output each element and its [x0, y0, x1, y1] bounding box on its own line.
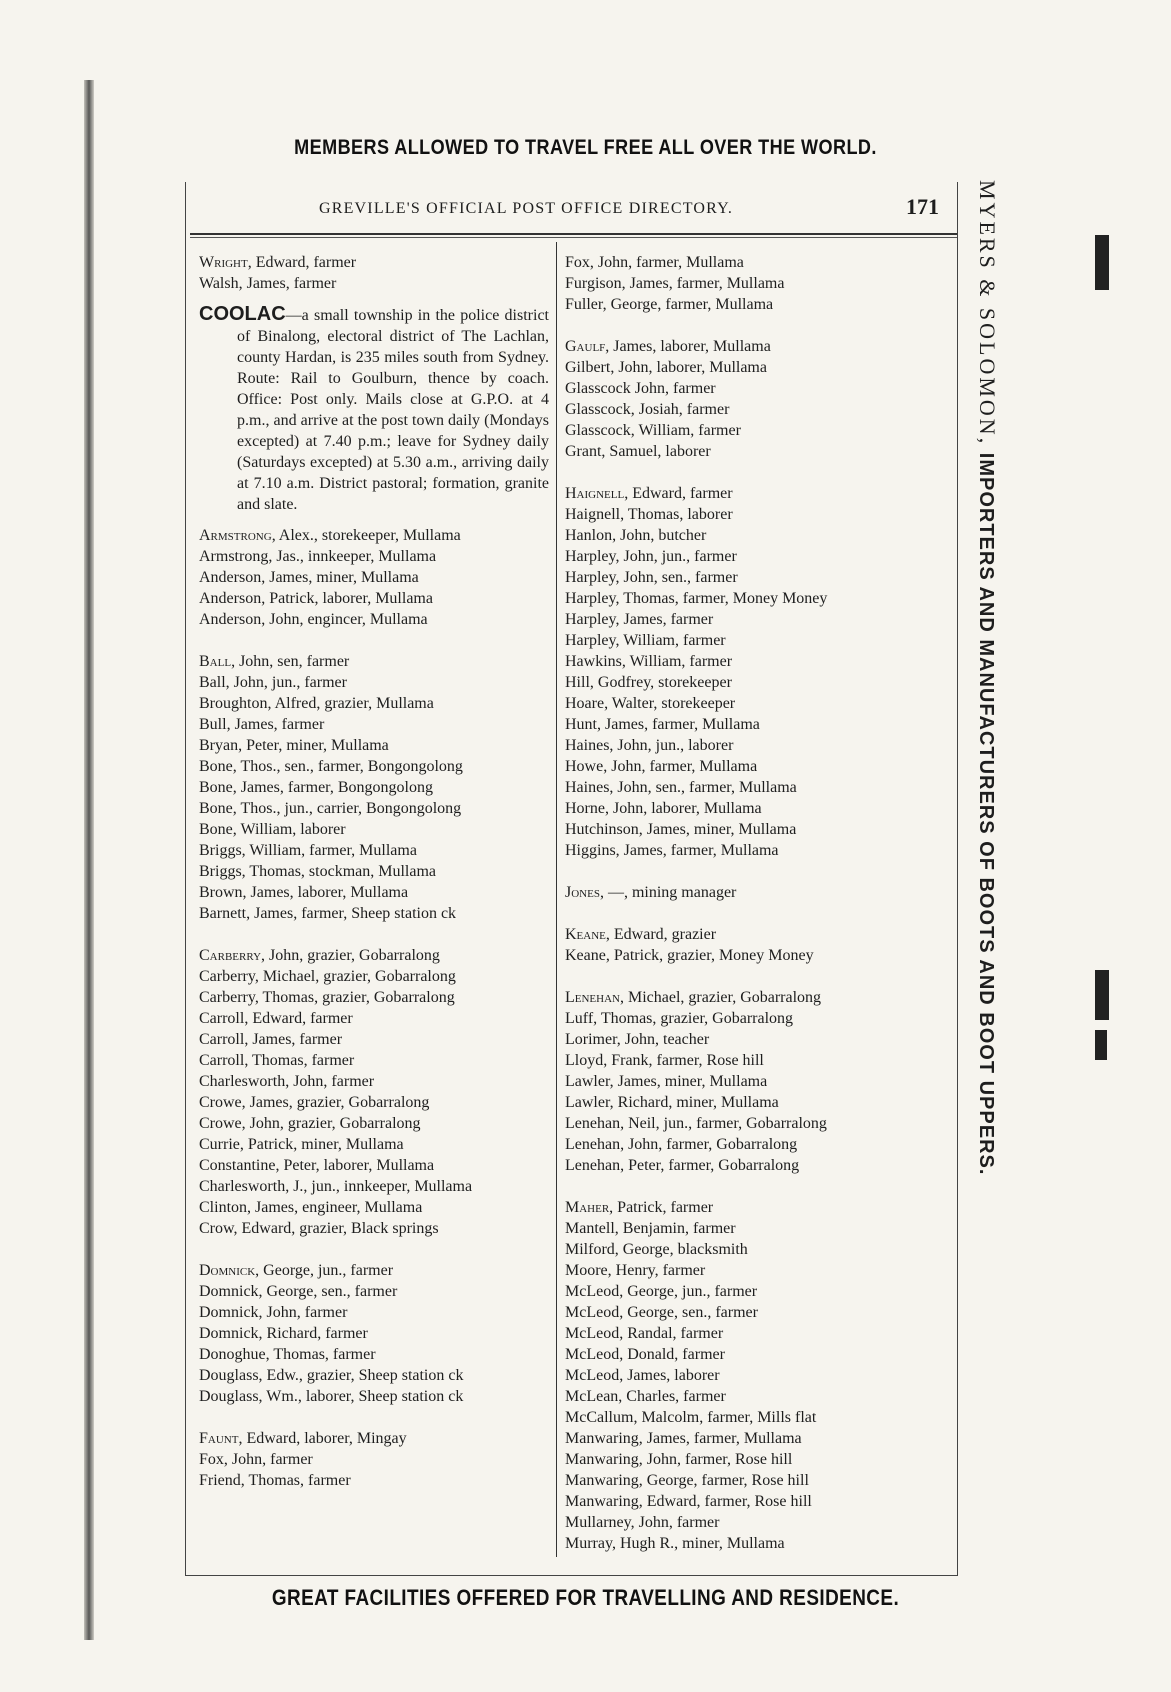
entry-details: Mullarney, John, farmer — [565, 1514, 720, 1531]
directory-entry — [565, 252, 945, 273]
directory-entry — [565, 441, 945, 462]
directory-entry — [199, 756, 549, 777]
entry-details: Anderson, Patrick, laborer, Mullama — [199, 590, 433, 607]
directory-entry — [199, 1155, 549, 1176]
page-header — [186, 194, 957, 228]
directory-entry — [565, 567, 945, 588]
directory-entry — [199, 1113, 549, 1134]
entry-details: Hawkins, William, farmer — [565, 653, 733, 670]
group-gap — [565, 903, 945, 924]
entry-details: Lloyd, Frank, farmer, Rose hill — [565, 1052, 764, 1069]
entry-details: Crow, Edward, grazier, Black springs — [199, 1220, 439, 1237]
directory-entry — [565, 1386, 945, 1407]
directory-entry — [199, 966, 549, 987]
directory-entry — [199, 777, 549, 798]
directory-entry — [199, 1134, 549, 1155]
directory-entry — [565, 588, 945, 609]
directory-entry — [565, 1449, 945, 1470]
entry-details: Bone, James, farmer, Bongongolong — [199, 779, 433, 796]
bottom-banner: GREAT FACILITIES OFFERED FOR TRAVELLING AND RESIDENCE. — [271, 1585, 900, 1610]
entry-details: , John, grazier, Gobarralong — [261, 947, 440, 964]
entry-group — [199, 1428, 549, 1491]
entry-details: Armstrong, Jas., innkeeper, Mullama — [199, 548, 437, 565]
entry-group — [199, 945, 549, 1239]
directory-entry — [565, 945, 945, 966]
directory-entry — [199, 798, 549, 819]
entry-details: Haignell, Thomas, laborer — [565, 506, 733, 523]
directory-entry — [199, 861, 549, 882]
entry-details: Walsh, James, farmer — [199, 275, 337, 292]
directory-entry — [565, 1344, 945, 1365]
right-column — [565, 252, 945, 1554]
entry-group — [565, 987, 945, 1176]
directory-entry — [565, 336, 945, 357]
entry-details: Clinton, James, engineer, Mullama — [199, 1199, 423, 1216]
entry-details: Glasscock, William, farmer — [565, 422, 741, 439]
directory-entry — [199, 840, 549, 861]
entry-details: McLeod, George, sen., farmer — [565, 1304, 758, 1321]
directory-entry — [199, 567, 549, 588]
column-divider — [556, 242, 557, 1557]
directory-entry — [199, 987, 549, 1008]
entry-surname: Armstrong — [199, 527, 272, 544]
entry-details: Gilbert, John, laborer, Mullama — [565, 359, 767, 376]
directory-entry — [199, 609, 549, 630]
group-gap — [199, 630, 549, 651]
entry-details: Bone, Thos., sen., farmer, Bongongolong — [199, 758, 463, 775]
directory-entry — [199, 273, 549, 294]
group-gap — [565, 315, 945, 336]
directory-entry — [199, 1092, 549, 1113]
directory-entry — [199, 1365, 549, 1386]
entry-surname: Domnick — [199, 1262, 256, 1279]
entry-details: Lorimer, John, teacher — [565, 1031, 710, 1048]
entry-details: Bone, Thos., jun., carrier, Bongongolong — [199, 800, 462, 817]
directory-entry — [565, 1302, 945, 1323]
entry-details: Carroll, James, farmer — [199, 1031, 343, 1048]
directory-entry — [565, 546, 945, 567]
directory-entry — [199, 588, 549, 609]
entry-details: Hill, Godfrey, storekeeper — [565, 674, 732, 691]
entry-details: Brown, James, laborer, Mullama — [199, 884, 409, 901]
directory-entry — [565, 1155, 945, 1176]
side-advertisement — [960, 180, 1000, 1570]
page-number: 171 — [906, 194, 939, 219]
entry-group — [565, 1197, 945, 1554]
directory-entry — [565, 798, 945, 819]
directory-entry — [199, 1281, 549, 1302]
group-gap — [565, 462, 945, 483]
directory-entry — [199, 945, 549, 966]
entry-group — [565, 483, 945, 861]
entry-details: , Patrick, farmer — [609, 1199, 714, 1216]
entry-details: Manwaring, John, farmer, Rose hill — [565, 1451, 793, 1468]
entry-details: Milford, George, blacksmith — [565, 1241, 748, 1258]
entry-details: Currie, Patrick, miner, Mullama — [199, 1136, 404, 1153]
directory-entry — [199, 819, 549, 840]
entry-details: Bull, James, farmer — [199, 716, 325, 733]
margin-mark-top — [1095, 235, 1109, 290]
directory-entry — [199, 1302, 549, 1323]
entry-details: Charlesworth, J., jun., innkeeper, Mullama — [199, 1178, 473, 1195]
entry-group — [565, 924, 945, 966]
directory-entry — [199, 546, 549, 567]
entry-details: Constantine, Peter, laborer, Mullama — [199, 1157, 435, 1174]
entry-surname: Lenehan — [565, 989, 620, 1006]
directory-entry — [199, 1449, 549, 1470]
margin-mark-middle — [1095, 970, 1109, 1020]
entry-details: Luff, Thomas, grazier, Gobarralong — [565, 1010, 794, 1027]
directory-entry — [199, 1197, 549, 1218]
group-gap — [199, 1407, 549, 1428]
entry-details: , Edward, grazier — [605, 926, 717, 943]
directory-entry — [199, 693, 549, 714]
directory-entry — [565, 1323, 945, 1344]
directory-entry — [565, 273, 945, 294]
entry-surname: Maher — [565, 1199, 610, 1216]
coolac-description — [199, 304, 549, 515]
directory-entry — [565, 756, 945, 777]
entry-surname: Haignell — [565, 485, 625, 502]
entry-details: Glasscock John, farmer — [565, 380, 716, 397]
directory-entry — [565, 399, 945, 420]
directory-entry — [565, 1008, 945, 1029]
top-banner: MEMBERS ALLOWED TO TRAVEL FREE ALL OVER THE WORLD. — [294, 136, 877, 159]
directory-entry — [565, 1092, 945, 1113]
directory-entry — [565, 630, 945, 651]
directory-entry — [199, 1176, 549, 1197]
entry-details: Hoare, Walter, storekeeper — [565, 695, 736, 712]
entry-details: Barnett, James, farmer, Sheep station ck — [199, 905, 457, 922]
directory-entry — [565, 1365, 945, 1386]
entry-surname: Faunt — [199, 1430, 239, 1447]
directory-entry — [565, 777, 945, 798]
directory-entry — [199, 903, 549, 924]
entry-group — [199, 1260, 549, 1407]
entry-details: , John, sen, farmer — [231, 653, 350, 670]
directory-entry — [565, 1407, 945, 1428]
directory-entry — [199, 1029, 549, 1050]
entry-details: Carberry, Thomas, grazier, Gobarralong — [199, 989, 455, 1006]
coolac-text — [199, 304, 549, 515]
left-entry-groups — [199, 525, 549, 1491]
group-gap — [199, 1239, 549, 1260]
entry-details: Crowe, James, grazier, Gobarralong — [199, 1094, 430, 1111]
binding-shadow — [84, 80, 94, 1640]
directory-entry — [199, 882, 549, 903]
entry-details: Anderson, James, miner, Mullama — [199, 569, 419, 586]
directory-entry — [565, 1491, 945, 1512]
entry-details: , James, laborer, Mullama — [605, 338, 771, 355]
entry-details: Haines, John, sen., farmer, Mullama — [565, 779, 797, 796]
directory-entry — [565, 1260, 945, 1281]
entry-surname: Keane — [565, 926, 606, 943]
entry-details: Mantell, Benjamin, farmer — [565, 1220, 736, 1237]
header-rule-thin — [190, 237, 957, 238]
directory-entry — [199, 714, 549, 735]
entry-details: Harpley, John, sen., farmer — [565, 569, 738, 586]
entry-details: Domnick, George, sen., farmer — [199, 1283, 398, 1300]
directory-entry — [199, 1218, 549, 1239]
directory-entry — [565, 525, 945, 546]
entry-details: Harpley, William, farmer — [565, 632, 726, 649]
directory-entry — [199, 1386, 549, 1407]
entry-details: Carroll, Edward, farmer — [199, 1010, 353, 1027]
entry-details: , Edward, farmer — [624, 485, 733, 502]
directory-entry — [199, 1050, 549, 1071]
entry-details: Furgison, James, farmer, Mullama — [565, 275, 785, 292]
directory-entry — [565, 1470, 945, 1491]
directory-entry — [565, 1533, 945, 1554]
group-gap — [565, 861, 945, 882]
entry-details: Anderson, John, engincer, Mullama — [199, 611, 428, 628]
directory-entry — [565, 1071, 945, 1092]
entry-details: Lenehan, Peter, farmer, Gobarralong — [565, 1157, 800, 1174]
directory-entry — [199, 1344, 549, 1365]
directory-entry — [199, 1470, 549, 1491]
entry-details: Keane, Patrick, grazier, Money Money — [565, 947, 814, 964]
entry-group — [565, 252, 945, 315]
directory-entry — [199, 1260, 549, 1281]
entry-details: Hutchinson, James, miner, Mullama — [565, 821, 797, 838]
entry-details: Glasscock, Josiah, farmer — [565, 401, 730, 418]
entry-details: Broughton, Alfred, grazier, Mullama — [199, 695, 434, 712]
entry-details: Domnick, Richard, farmer — [199, 1325, 368, 1342]
entry-details: Fox, John, farmer, Mullama — [565, 254, 744, 271]
entry-details: Grant, Samuel, laborer — [565, 443, 711, 460]
directory-entry — [565, 1113, 945, 1134]
directory-entry — [199, 1071, 549, 1092]
entry-details: Fuller, George, farmer, Mullama — [565, 296, 774, 313]
directory-entry — [565, 378, 945, 399]
header-title: GREVILLE'S OFFICIAL POST OFFICE DIRECTORY. — [318, 200, 734, 217]
entry-details: , Alex., storekeeper, Mullama — [271, 527, 461, 544]
directory-entry — [199, 672, 549, 693]
advert-company: MYERS & SOLOMON, — [975, 180, 1000, 447]
entry-details: , Edward, laborer, Mingay — [238, 1430, 407, 1447]
entry-details: Carberry, Michael, grazier, Gobarralong — [199, 968, 456, 985]
entry-details: McLean, Charles, farmer — [565, 1388, 726, 1405]
directory-entry — [565, 882, 945, 903]
entry-details: Domnick, John, farmer — [199, 1304, 348, 1321]
entry-details: Harpley, James, farmer — [565, 611, 714, 628]
entry-details: Lenehan, Neil, jun., farmer, Gobarralong — [565, 1115, 827, 1132]
entry-surname: Gaulf — [565, 338, 606, 355]
entry-details: Fox, John, farmer — [199, 1451, 313, 1468]
entry-details: McLeod, James, laborer — [565, 1367, 720, 1384]
entry-details: Donoghue, Thomas, farmer — [199, 1346, 376, 1363]
directory-entry — [565, 1197, 945, 1218]
entry-details: Bone, William, laborer — [199, 821, 346, 838]
entry-details: Lawler, Richard, miner, Mullama — [565, 1094, 779, 1111]
entry-details: Charlesworth, John, farmer — [199, 1073, 375, 1090]
entry-group — [565, 336, 945, 462]
group-gap — [565, 1176, 945, 1197]
entry-details: Lenehan, John, farmer, Gobarralong — [565, 1136, 798, 1153]
directory-entry — [199, 651, 549, 672]
entry-details: Hanlon, John, butcher — [565, 527, 707, 544]
header-rule — [190, 233, 957, 235]
entry-group — [199, 525, 549, 630]
entry-details: Douglass, Wm., laborer, Sheep station ck — [199, 1388, 464, 1405]
directory-page — [185, 182, 958, 1576]
directory-entry — [565, 609, 945, 630]
group-gap — [565, 966, 945, 987]
entry-group — [565, 882, 945, 903]
entry-details: Briggs, Thomas, stockman, Mullama — [199, 863, 437, 880]
entry-details: Bryan, Peter, miner, Mullama — [199, 737, 389, 754]
entry-details: Haines, John, jun., laborer — [565, 737, 734, 754]
directory-entry — [565, 693, 945, 714]
margin-mark-lower — [1095, 1030, 1107, 1060]
group-gap — [199, 924, 549, 945]
entry-details: , George, jun., farmer — [255, 1262, 394, 1279]
entry-details: Manwaring, James, farmer, Mullama — [565, 1430, 802, 1447]
place-name: COOLAC — [199, 303, 286, 325]
entry-details: Higgins, James, farmer, Mullama — [565, 842, 779, 859]
directory-entry — [565, 504, 945, 525]
directory-entry — [565, 357, 945, 378]
entry-details: Manwaring, George, farmer, Rose hill — [565, 1472, 809, 1489]
directory-entry — [199, 1008, 549, 1029]
entry-details: , Michael, grazier, Gobarralong — [620, 989, 822, 1006]
entry-surname: Jones — [565, 884, 600, 901]
entry-details: Briggs, William, farmer, Mullama — [199, 842, 417, 859]
entry-details: Crowe, John, grazier, Gobarralong — [199, 1115, 421, 1132]
entry-details: Ball, John, jun., farmer — [199, 674, 347, 691]
entry-details: Manwaring, Edward, farmer, Rose hill — [565, 1493, 812, 1510]
entry-details: Lawler, James, miner, Mullama — [565, 1073, 768, 1090]
directory-entry — [565, 1134, 945, 1155]
directory-entry — [565, 483, 945, 504]
directory-entry — [565, 819, 945, 840]
entry-details: Howe, John, farmer, Mullama — [565, 758, 758, 775]
place-description: —a small township in the police district of Binalong, electoral district of The Lachlan, county Hardan, is 235 miles south from Sydney. Route: Rail to Goulburn, thence by coach. Office: Post only. Mails close at G.P.O. at 4 p.m., and arrive at the post town daily (Mondays excepted) at 7.40 p.m.; leave for Sydney daily (Saturdays excepted) at 5.30 a.m., arriving daily at 7.10 a.m. District pastoral; formation, granite and slate. — [237, 307, 549, 513]
directory-entry — [565, 1281, 945, 1302]
directory-entry — [199, 1323, 549, 1344]
directory-entry — [199, 252, 549, 273]
advert-tagline: IMPORTERS AND MANUFACTURERS OF BOOTS AND BOOT UPPERS. — [975, 446, 997, 1176]
directory-entry — [565, 651, 945, 672]
entry-details: Friend, Thomas, farmer — [199, 1472, 351, 1489]
entry-details: Moore, Henry, farmer — [565, 1262, 706, 1279]
directory-entry — [565, 987, 945, 1008]
directory-entry — [565, 672, 945, 693]
directory-entry — [199, 525, 549, 546]
directory-entry — [565, 1050, 945, 1071]
entry-details: Harpley, Thomas, farmer, Money Money — [565, 590, 828, 607]
directory-entry — [565, 735, 945, 756]
directory-entry — [565, 1218, 945, 1239]
entry-details: Horne, John, laborer, Mullama — [565, 800, 762, 817]
entry-details: Murray, Hugh R., miner, Mullama — [565, 1535, 785, 1552]
left-top-entries — [199, 252, 549, 294]
directory-entry — [565, 1239, 945, 1260]
entry-details: , Edward, farmer — [247, 254, 357, 271]
entry-surname: Ball — [199, 653, 232, 670]
directory-entry — [565, 294, 945, 315]
entry-surname: Wright — [199, 254, 248, 271]
entry-details: McLeod, Randal, farmer — [565, 1325, 724, 1342]
left-column — [199, 252, 549, 1491]
entry-details: , —, mining manager — [599, 884, 737, 901]
directory-entry — [565, 1512, 945, 1533]
entry-group — [199, 651, 549, 924]
entry-surname: Carberry — [199, 947, 262, 964]
directory-entry — [565, 1029, 945, 1050]
entry-details: McLeod, Donald, farmer — [565, 1346, 725, 1363]
entry-details: McLeod, George, jun., farmer — [565, 1283, 758, 1300]
directory-entry — [565, 1428, 945, 1449]
entry-details: Douglass, Edw., grazier, Sheep station ck — [199, 1367, 464, 1384]
directory-entry — [565, 840, 945, 861]
entry-details: McCallum, Malcolm, farmer, Mills flat — [565, 1409, 817, 1426]
entry-details: Carroll, Thomas, farmer — [199, 1052, 355, 1069]
directory-entry — [199, 735, 549, 756]
entry-details: Harpley, John, jun., farmer — [565, 548, 737, 565]
directory-entry — [565, 714, 945, 735]
right-entry-groups — [565, 252, 945, 1554]
directory-entry — [199, 1428, 549, 1449]
entry-details: Hunt, James, farmer, Mullama — [565, 716, 760, 733]
directory-entry — [565, 420, 945, 441]
directory-entry — [565, 924, 945, 945]
